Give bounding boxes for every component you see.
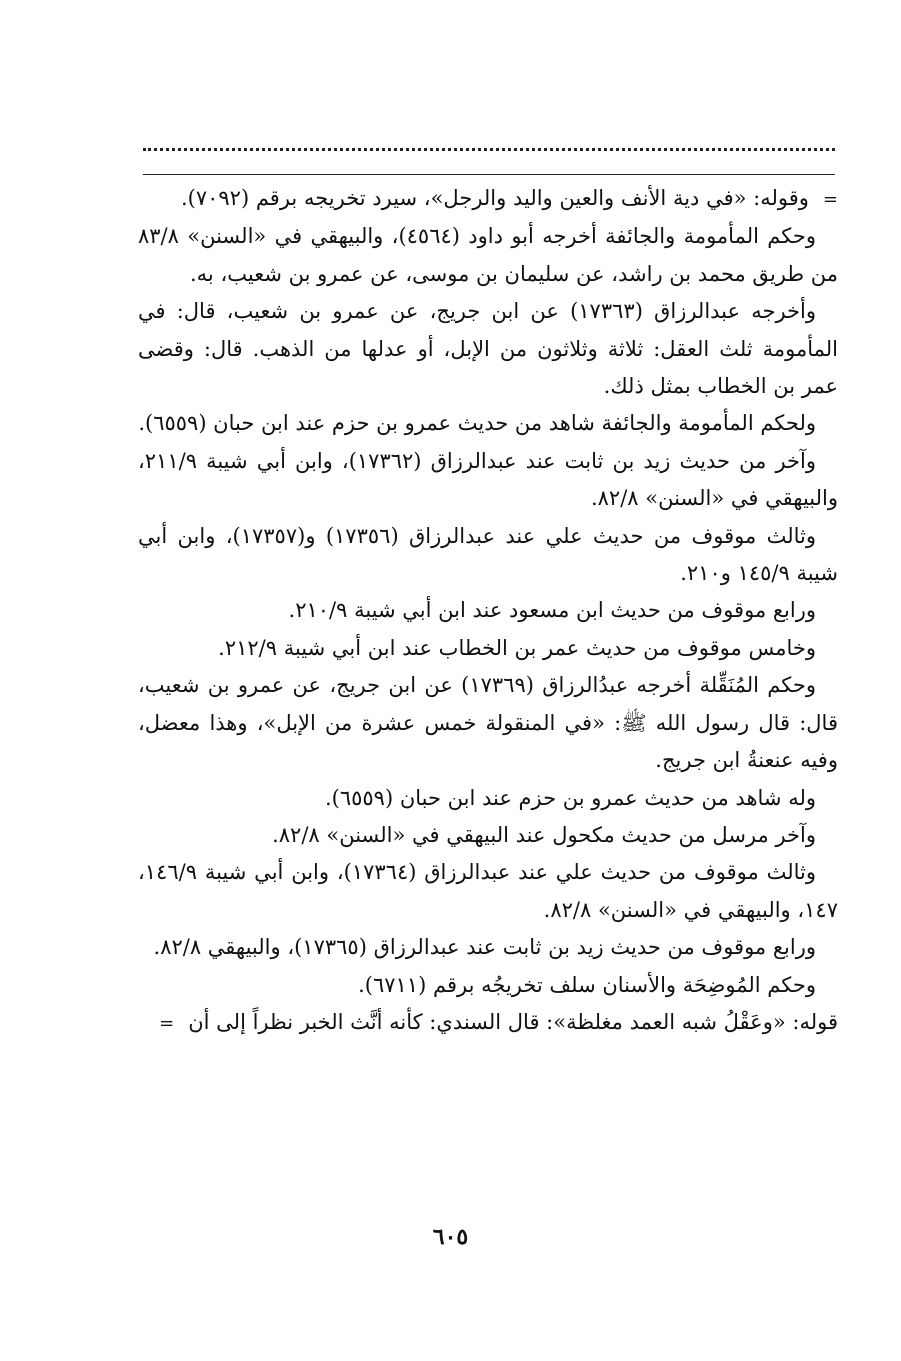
footnote-paragraph-3: وأخرجه عبدالرزاق (١٧٣٦٣) عن ابن جريج، عن عمرو بن شعيب، قال: في المأمومة ثلث العقل: ثلاثة وثلاثون من الإبل، أو عدلها من الذهب. قال: وقضى عمر بن الخطاب بمثل ذلك. — [138, 299, 838, 399]
dotted-separator — [143, 148, 835, 159]
footnotes-block — [138, 180, 838, 1042]
footnote-paragraph-14: وحكم المُوضِحَة والأسنان سلف تخريجُه برقم (٦٧١١). — [358, 972, 816, 997]
footnote-paragraph-6: وثالث موقوف من حديث علي عند عبدالرزاق (١٧٣٥٦) و(١٧٣٥٧)، وابن أبي شيبة ١٤٥/٩ و٢١٠. — [138, 523, 838, 586]
footnote-paragraph-11: وآخر مرسل من حديث مكحول عند البيهقي في «السنن» ٨٢/٨. — [272, 822, 816, 847]
footnote-rule — [143, 174, 835, 175]
footnote-paragraph-2: وحكم المأمومة والجائفة أخرجه أبو داود (٤٥٦٤)، والبيهقي في «السنن» ٨٣/٨ من طريق محمد بن راشد، عن سليمان بن موسى، عن عمرو بن شعيب، به. — [138, 224, 838, 286]
footnote-paragraph-10: وله شاهد من حديث عمرو بن حزم عند ابن حبان (٦٥٥٩). — [324, 785, 816, 810]
footnote-paragraph-9: وحكم المُنَقِّلة أخرجه عبدُالرزاق (١٧٣٦٩) عن ابن جريج، عن عمرو بن شعيب، قال: قال رسول الله ﷺ: «في المنقولة خمس عشرة من الإبل»، وهذا معضل، وفيه عنعنةُ ابن جريج. — [138, 673, 838, 773]
footnote-paragraph-1: =وقوله: «في دية الأنف والعين واليد والرجل»، سيرد تخريجه برقم (٧٠٩٢). — [138, 180, 838, 218]
footnote-paragraph-13: ورابع موقوف من حديث زيد بن ثابت عند عبدالرزاق (١٧٣٦٥)، والبيهقي ٨٢/٨. — [153, 935, 816, 960]
continuation-mark-start: = — [822, 189, 838, 210]
footnote-paragraph-5: وآخر من حديث زيد بن ثابت عند عبدالرزاق (١٧٣٦٢)، وابن أبي شيبة ٢١١/٩، والبيهقي في «السنن» ٨٢/٨. — [138, 448, 838, 511]
footnote-paragraph-4: ولحكم المأمومة والجائفة شاهد من حديث عمرو بن حزم عند ابن حبان (٦٥٥٩). — [138, 411, 816, 436]
footnote-paragraph-7: ورابع موقوف من حديث ابن مسعود عند ابن أبي شيبة ٢١٠/٩. — [288, 598, 816, 623]
continuation-mark-end: = — [159, 1012, 175, 1034]
footnote-paragraph-12: وثالث موقوف من حديث علي عند عبدالرزاق (١٧٣٦٤)، وابن أبي شيبة ١٤٦/٩، ١٤٧، والبيهقي في «السنن» ٨٢/٨. — [138, 860, 838, 922]
page-number: ٦٠٥ — [432, 1224, 469, 1250]
footnote-paragraph-15: قوله: «وعَقْلُ شبه العمد مغلظة»: قال السندي: كأنه أنَّث الخبر نظراً إلى أن= — [138, 1004, 838, 1042]
footnote-paragraph-8: وخامس موقوف من حديث عمر بن الخطاب عند ابن أبي شيبة ٢١٢/٩. — [218, 635, 816, 660]
